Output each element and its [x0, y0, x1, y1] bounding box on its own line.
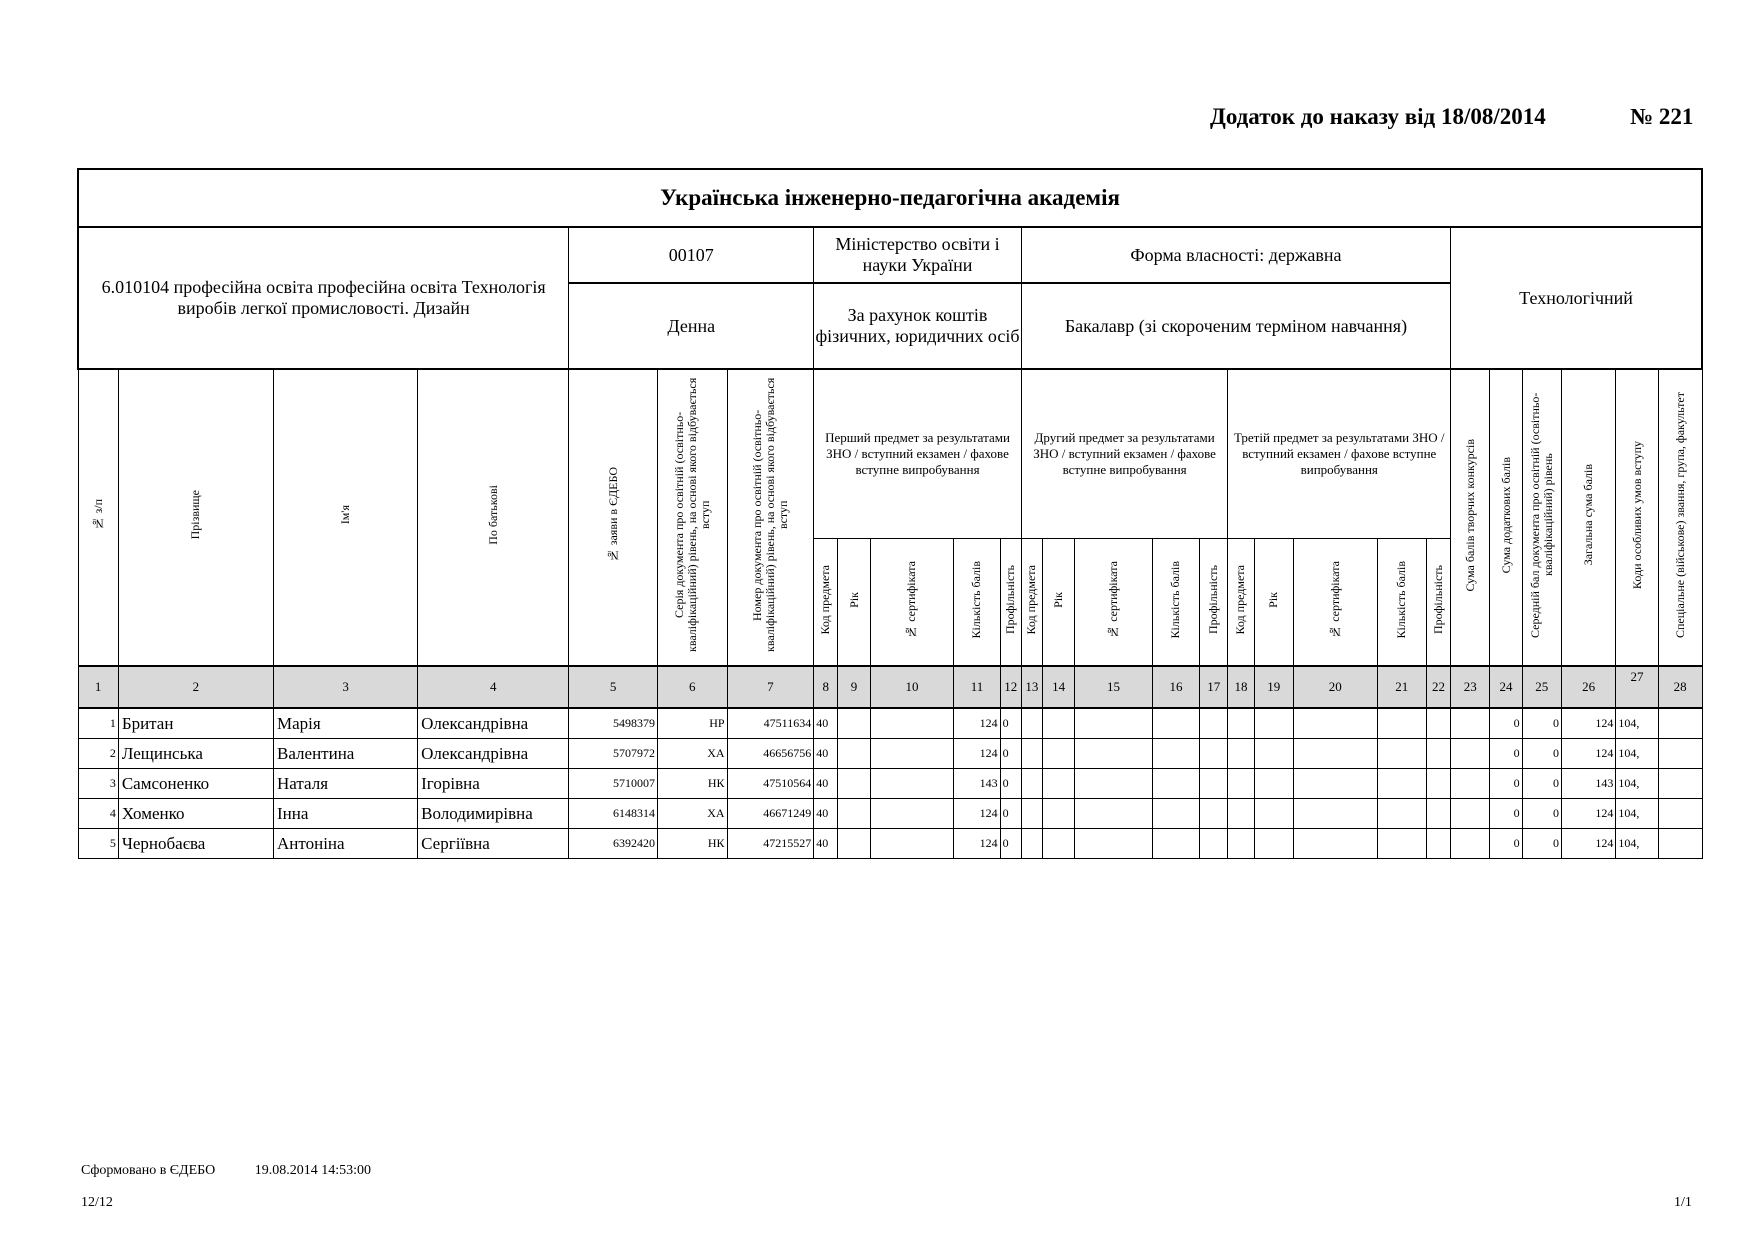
average-cell: 0: [1522, 829, 1561, 859]
name-cell: Наталя: [274, 769, 418, 799]
column-number: 23: [1451, 666, 1490, 708]
name-cell: Марія: [274, 708, 418, 739]
header-total: Загальна сума балів: [1561, 369, 1615, 666]
column-number: 6: [658, 666, 728, 708]
column-number: 12: [1000, 666, 1021, 708]
page-counter-left: 12/12: [81, 1195, 113, 1210]
column-number: 22: [1426, 666, 1450, 708]
faculty: Технологічний: [1451, 227, 1702, 369]
doc-number-cell: 46656756: [727, 739, 814, 769]
page-counter-right: 1/1: [1674, 1195, 1692, 1210]
header-patronymic: По батькові: [418, 369, 569, 666]
average-cell: 0: [1522, 769, 1561, 799]
header-name: Ім'я: [274, 369, 418, 666]
patronymic-cell: Олександрівна: [418, 708, 569, 739]
column-number: 13: [1021, 666, 1042, 708]
special-codes-cell: 104,: [1616, 829, 1658, 859]
header-creative-sum: Сума балів творчих конкурсів: [1451, 369, 1490, 666]
institution-title: Українська інженерно-педагогічна академія: [78, 169, 1702, 227]
column-number: 4: [418, 666, 569, 708]
patronymic-cell: Сергіївна: [418, 829, 569, 859]
header-surname: Прізвище: [118, 369, 273, 666]
specialty: 6.010104 професійна освіта професійна освіта Технологія виробів легкої промисловості. Дизайн: [78, 227, 569, 369]
special-codes-cell: 104,: [1616, 769, 1658, 799]
column-number: 14: [1042, 666, 1074, 708]
column-number: 26: [1561, 666, 1615, 708]
doc-series-cell: ХА: [658, 799, 728, 829]
column-number: 27: [1616, 666, 1658, 708]
total-cell: 124: [1561, 799, 1615, 829]
header-special-codes: Коди особливих умов вступу: [1616, 369, 1658, 666]
table-row: [78, 829, 1702, 859]
header-s1-cert: № сертифіката: [870, 539, 954, 667]
header-s3-year: Рік: [1254, 539, 1293, 667]
header-s2-code: Код предмета: [1021, 539, 1042, 667]
subject-profile-cell: 0: [1000, 799, 1021, 829]
doc-series-cell: НК: [658, 769, 728, 799]
column-number: 20: [1293, 666, 1377, 708]
average-cell: 0: [1522, 799, 1561, 829]
header-military: Спеціальне (військове) звання, група, факультет: [1658, 369, 1702, 666]
institution-code: 00107: [569, 227, 814, 283]
column-number-row: [78, 666, 1702, 708]
row-index: 5: [78, 829, 118, 859]
subject-code-cell: 40: [814, 769, 838, 799]
row-index: 2: [78, 739, 118, 769]
column-number: 5: [569, 666, 658, 708]
name-cell: Інна: [274, 799, 418, 829]
header-s1-year: Рік: [838, 539, 870, 667]
header-doc-series: Серія документа про освітній (освітньо-кваліфікаційний) рівень, на основі якого відбувається вступ: [658, 369, 728, 666]
header-s3-code: Код предмета: [1228, 539, 1254, 667]
subject-profile-cell: 0: [1000, 739, 1021, 769]
header-s3-profile: Профільність: [1426, 539, 1450, 667]
column-number: 16: [1152, 666, 1199, 708]
header-extra-sum: Сума додаткових балів: [1490, 369, 1522, 666]
total-cell: 143: [1561, 769, 1615, 799]
funding-source: За рахунок коштів фізичних, юридичних осіб: [814, 283, 1022, 369]
subject-profile-cell: 0: [1000, 829, 1021, 859]
average-cell: 0: [1522, 739, 1561, 769]
column-number: 3: [274, 666, 418, 708]
column-number: 8: [814, 666, 838, 708]
doc-number-cell: 47215527: [727, 829, 814, 859]
doc-number-cell: 47511634: [727, 708, 814, 739]
subject-code-cell: 40: [814, 708, 838, 739]
subject-score-cell: 124: [954, 739, 1000, 769]
subject-profile-cell: 0: [1000, 708, 1021, 739]
generated-label: Сформовано в ЄДЕБО: [81, 1163, 216, 1178]
generated-timestamp: 19.08.2014 14:53:00: [254, 1163, 371, 1178]
table-row: [78, 739, 1702, 769]
column-number: 18: [1228, 666, 1254, 708]
header-s3-score: Кількість балів: [1377, 539, 1426, 667]
table-row: [78, 799, 1702, 829]
extra-sum-cell: 0: [1490, 739, 1522, 769]
application-cell: 5498379: [569, 708, 658, 739]
doc-series-cell: НР: [658, 708, 728, 739]
total-cell: 124: [1561, 829, 1615, 859]
column-number: 2: [118, 666, 273, 708]
header-s2-cert: № сертифіката: [1075, 539, 1153, 667]
surname-cell: Чернобаєва: [118, 829, 273, 859]
header-subject-3: Третій предмет за результатами ЗНО / вступний екзамен / фахове вступне випробування: [1228, 369, 1451, 539]
patronymic-cell: Ігорівна: [418, 769, 569, 799]
extra-sum-cell: 0: [1490, 829, 1522, 859]
special-codes-cell: 104,: [1616, 799, 1658, 829]
doc-series-cell: ХА: [658, 739, 728, 769]
application-cell: 5710007: [569, 769, 658, 799]
header-subject-2: Другий предмет за результатами ЗНО / вступний екзамен / фахове вступне випробування: [1021, 369, 1228, 539]
header-s2-year: Рік: [1042, 539, 1074, 667]
ownership-form: Форма власності: державна: [1021, 227, 1450, 283]
surname-cell: Хоменко: [118, 799, 273, 829]
extra-sum-cell: 0: [1490, 708, 1522, 739]
subject-code-cell: 40: [814, 799, 838, 829]
column-number: 1: [78, 666, 118, 708]
application-cell: 6392420: [569, 829, 658, 859]
header-s1-score: Кількість балів: [954, 539, 1000, 667]
header-s1-code: Код предмета: [814, 539, 838, 667]
order-number: № 221: [1630, 104, 1694, 129]
header-s2-score: Кількість балів: [1152, 539, 1199, 667]
subject-score-cell: 143: [954, 769, 1000, 799]
header-col1: № з/п: [78, 369, 118, 666]
column-number: 7: [727, 666, 814, 708]
name-cell: Антоніна: [274, 829, 418, 859]
admission-table: [77, 168, 1703, 859]
study-form: Денна: [569, 283, 814, 369]
column-number: 25: [1522, 666, 1561, 708]
surname-cell: Британ: [118, 708, 273, 739]
column-number: 9: [838, 666, 870, 708]
order-text: Додаток до наказу від 18/08/2014: [1210, 104, 1546, 129]
application-cell: 6148314: [569, 799, 658, 829]
doc-number-cell: 47510564: [727, 769, 814, 799]
generation-note: [81, 1163, 371, 1179]
table-row: [78, 708, 1702, 739]
degree-level: Бакалавр (зі скороченим терміном навчання): [1021, 283, 1450, 369]
special-codes-cell: 104,: [1616, 708, 1658, 739]
header-average: Середній бал документа про освітній (освітньо-кваліфікаційний) рівень: [1522, 369, 1561, 666]
column-number: 24: [1490, 666, 1522, 708]
surname-cell: Лещинська: [118, 739, 273, 769]
subject-code-cell: 40: [814, 829, 838, 859]
subject-score-cell: 124: [954, 829, 1000, 859]
subject-score-cell: 124: [954, 708, 1000, 739]
name-cell: Валентина: [274, 739, 418, 769]
column-number: 28: [1658, 666, 1702, 708]
header-application: № заяви в ЄДЕБО: [569, 369, 658, 666]
header-s1-profile: Профільність: [1000, 539, 1021, 667]
extra-sum-cell: 0: [1490, 769, 1522, 799]
patronymic-cell: Володимирівна: [418, 799, 569, 829]
total-cell: 124: [1561, 708, 1615, 739]
doc-series-cell: НК: [658, 829, 728, 859]
application-cell: 5707972: [569, 739, 658, 769]
subject-profile-cell: 0: [1000, 769, 1021, 799]
column-number: 21: [1377, 666, 1426, 708]
column-number: 19: [1254, 666, 1293, 708]
header-s2-profile: Профільність: [1200, 539, 1228, 667]
row-index: 1: [78, 708, 118, 739]
row-index: 3: [78, 769, 118, 799]
header-doc-number: Номер документа про освітній (освітньо-кваліфікаційний) рівень, на основі якого відбувається вступ: [727, 369, 814, 666]
extra-sum-cell: 0: [1490, 799, 1522, 829]
surname-cell: Самсоненко: [118, 769, 273, 799]
header-subject-1: Перший предмет за результатами ЗНО / вступний екзамен / фахове вступне випробування: [814, 369, 1022, 539]
row-index: 4: [78, 799, 118, 829]
column-number: 15: [1075, 666, 1153, 708]
table-row: [78, 769, 1702, 799]
total-cell: 124: [1561, 739, 1615, 769]
doc-number-cell: 46671249: [727, 799, 814, 829]
header-s3-cert: № сертифіката: [1293, 539, 1377, 667]
order-title: [1210, 104, 1700, 130]
ministry: Міністерство освіти і науки України: [814, 227, 1022, 283]
average-cell: 0: [1522, 708, 1561, 739]
column-number: 11: [954, 666, 1000, 708]
special-codes-cell: 104,: [1616, 739, 1658, 769]
subject-code-cell: 40: [814, 739, 838, 769]
patronymic-cell: Олександрівна: [418, 739, 569, 769]
subject-score-cell: 124: [954, 799, 1000, 829]
column-number: 17: [1200, 666, 1228, 708]
column-number: 10: [870, 666, 954, 708]
